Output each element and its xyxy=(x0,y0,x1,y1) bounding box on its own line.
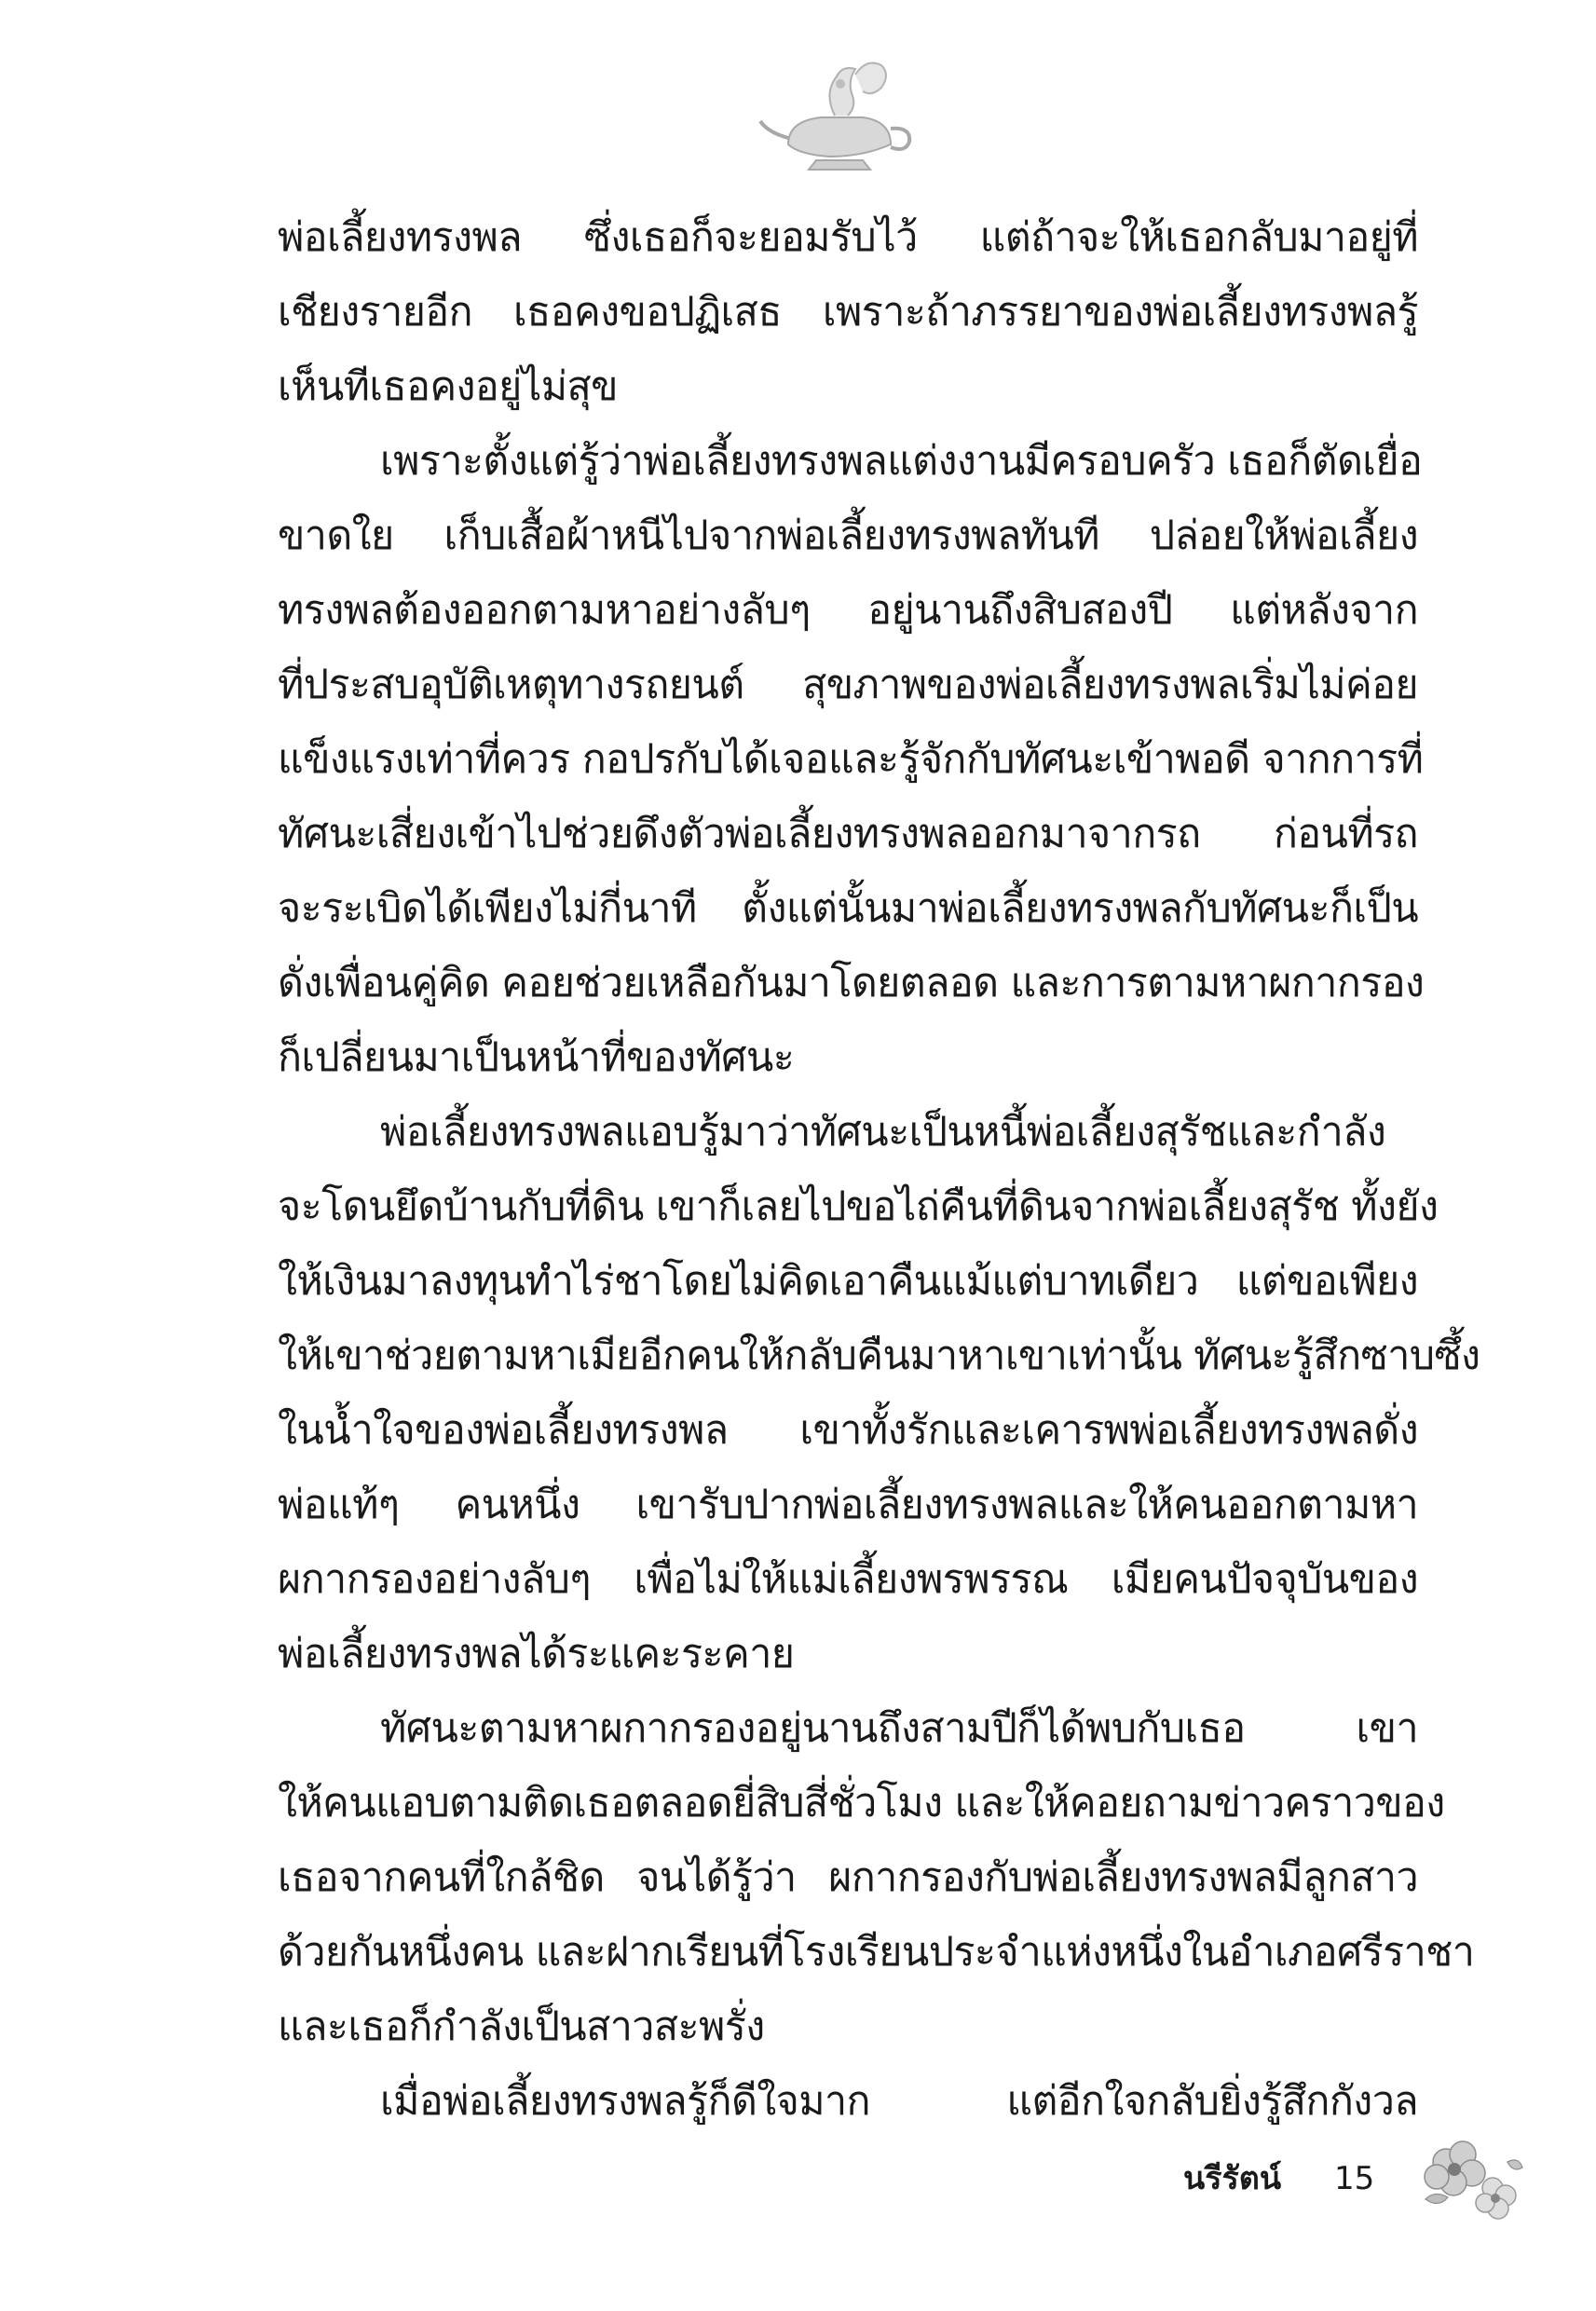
text-line: ทรงพลต้องออกตามหาอย่างลับๆ อยู่นานถึงสิบสองปี แต่หลังจาก xyxy=(278,587,1418,634)
text-line: เพราะตั้งแต่รู้ว่าพ่อเลี้ยงทรงพลแต่งงานมีครอบครัว เธอก็ตัดเยื่อ xyxy=(380,438,1423,485)
text-line: ในน้ำใจของพ่อเลี้ยงทรงพล เขาทั้งรักและเคารพพ่อเลี้ยงทรงพลดั่ง xyxy=(278,1407,1418,1454)
flower-ornament-icon xyxy=(1407,2134,1528,2227)
text-line: ให้เขาช่วยตามหาเมียอีกคนให้กลับคืนมาหาเขาเท่านั้น ทัศนะรู้สึกซาบซึ้ง xyxy=(278,1333,1480,1379)
text-line: พ่อแท้ๆ คนหนึ่ง เขารับปากพ่อเลี้ยงทรงพลและให้คนออกตามหา xyxy=(278,1482,1418,1528)
text-line: แข็งแรงเท่าที่ควร กอปรกับได้เจอและรู้จักกับทัศนะเข้าพอดี จากการที่ xyxy=(278,736,1424,783)
text-line: พ่อเลี้ยงทรงพลแอบรู้มาว่าทัศนะเป็นหนี้พ่อเลี้ยงสุรัชและกำลัง xyxy=(380,1109,1386,1156)
body-text xyxy=(278,200,1480,2139)
text-line: เชียงรายอีก เธอคงขอปฏิเสธ เพราะถ้าภรรยาของพ่อเลี้ยงทรงพลรู้ xyxy=(278,289,1418,335)
text-line: ขาดใย เก็บเสื้อผ้าหนีไปจากพ่อเลี้ยงทรงพลทันที ปล่อยให้พ่อเลี้ยง xyxy=(278,513,1418,559)
text-line: ดั่งเพื่อนคู่คิด คอยช่วยเหลือกันมาโดยตลอด และการตามหาผกากรอง xyxy=(278,960,1425,1006)
lamp-ornament-icon xyxy=(751,56,919,177)
text-line: ให้เงินมาลงทุนทำไร่ชาโดยไม่คิดเอาคืนแม้แต่บาทเดียว แต่ขอเพียง xyxy=(278,1258,1418,1305)
text-line: เห็นทีเธอคงอยู่ไม่สุข xyxy=(278,363,618,410)
text-line: ด้วยกันหนึ่งคน และฝากเรียนที่โรงเรียนประจำแห่งหนึ่งในอำเภอศรีราชา xyxy=(278,1929,1475,1976)
text-line: ก็เปลี่ยนมาเป็นหน้าที่ของทัศนะ xyxy=(278,1034,795,1081)
text-line: เมื่อพ่อเลี้ยงทรงพลรู้ก็ดีใจมาก แต่อีกใจกลับยิ่งรู้สึกกังวล xyxy=(380,2078,1418,2125)
page-footer xyxy=(1183,2134,1537,2227)
text-line: ผกากรองอย่างลับๆ เพื่อไม่ให้แม่เลี้ยงพรพรรณ เมียคนปัจจุบันของ xyxy=(278,1556,1418,1603)
text-line: ทัศนะตามหาผกากรองอยู่นานถึงสามปีก็ได้พบกับเธอ เขา xyxy=(380,1705,1418,1752)
text-line: ให้คนแอบตามติดเธอตลอดยี่สิบสี่ชั่วโมง และให้คอยถามข่าวคราวของ xyxy=(278,1780,1445,1826)
text-line: และเธอก็กำลังเป็นสาวสะพรั่ง xyxy=(278,2003,765,2050)
page-number: 15 xyxy=(1334,2160,1375,2197)
text-line: พ่อเลี้ยงทรงพลได้ระแคะระคาย xyxy=(278,1631,795,1677)
book-title: นรีรัตน์ xyxy=(1183,2160,1282,2197)
text-line: จะโดนยึดบ้านกับที่ดิน เขาก็เลยไปขอไถ่คืนที่ดินจากพ่อเลี้ยงสุรัช ทั้งยัง xyxy=(278,1183,1439,1230)
text-line: ทัศนะเสี่ยงเข้าไปช่วยดึงตัวพ่อเลี้ยงทรงพลออกมาจากรถ ก่อนที่รถ xyxy=(278,811,1418,857)
text-line: เธอจากคนที่ใกล้ชิด จนได้รู้ว่า ผกากรองกับพ่อเลี้ยงทรงพลมีลูกสาว xyxy=(278,1854,1418,1901)
text-line: ที่ประสบอุบัติเหตุทางรถยนต์ สุขภาพของพ่อเลี้ยงทรงพลเริ่มไม่ค่อย xyxy=(278,662,1418,708)
text-line: พ่อเลี้ยงทรงพล ซึ่งเธอก็จะยอมรับไว้ แต่ถ้าจะให้เธอกลับมาอยู่ที่ xyxy=(278,214,1418,261)
text-line: จะระเบิดได้เพียงไม่กี่นาที ตั้งแต่นั้นมาพ่อเลี้ยงทรงพลกับทัศนะก็เป็น xyxy=(278,885,1418,932)
